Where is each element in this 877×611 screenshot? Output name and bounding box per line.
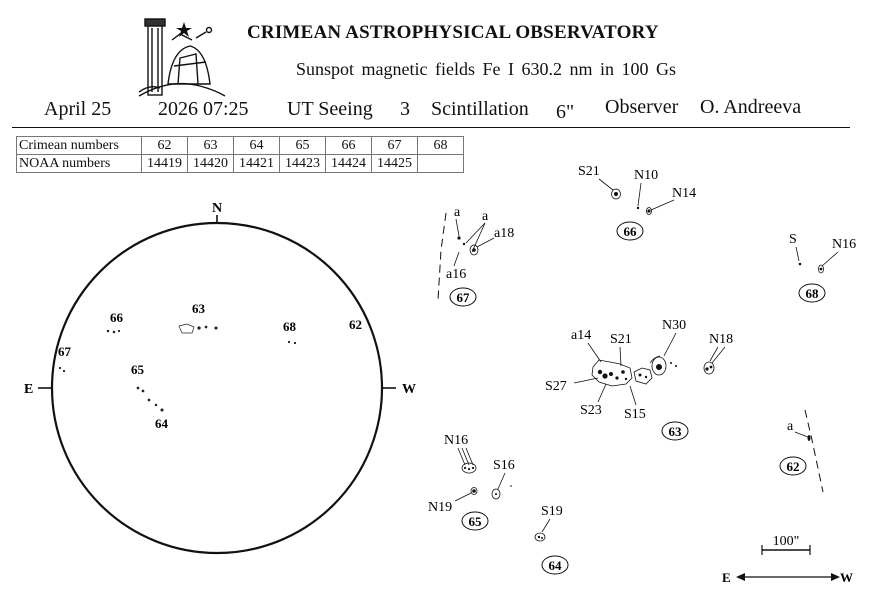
spot-label: S23 [580,403,602,418]
east-west-arrow [722,570,853,585]
crimean-number-cell: 67 [372,137,418,155]
region-number-67: 67 [456,290,470,305]
spot-label: N19 [428,500,453,515]
scintillation-label: Scintillation [431,98,529,120]
disk-region-62: 62 [349,317,362,332]
noaa-number-cell: 14424 [326,155,372,173]
disk-region-66: 66 [110,310,123,325]
crimean-number-cell: 63 [188,137,234,155]
noaa-number-cell: 14419 [142,155,188,173]
disk-region-67: 67 [58,344,71,359]
spot-label: a [787,419,794,434]
disk-region-68: 68 [283,319,296,334]
noaa-number-cell: 14423 [280,155,326,173]
observatory-title: CRIMEAN ASTROPHYSICAL OBSERVATORY [247,22,659,43]
region-panel-68 [789,232,856,302]
region-number-66: 66 [623,224,637,239]
region-panel-62 [780,410,823,492]
spot-label: S27 [545,379,567,394]
observation-date: April 25 [44,98,112,120]
scale-bar [762,534,810,555]
region-number-68: 68 [805,286,819,301]
crimean-number-cell: 66 [326,137,372,155]
region-number-62: 62 [786,459,800,474]
spot-label: N16 [444,433,469,448]
spot-label: a16 [446,267,467,282]
spot-label: a [482,209,489,224]
spot-label: S21 [578,164,600,179]
spot-label: a14 [571,328,592,343]
spot-label: a [454,205,461,220]
arrow-west-label: W [840,570,853,585]
disk-region-65: 65 [131,362,144,377]
observation-year-time: 2026 07:25 [158,98,249,120]
arrow-east-label: E [722,570,731,585]
spot-label: S19 [541,504,563,519]
observatory-logo [139,19,225,96]
scale-bar-label: 100" [772,534,800,549]
crimean-number-cell: 65 [280,137,326,155]
spot-label: S21 [610,332,632,347]
chart-subtitle: Sunspot magnetic fields Fe I 630.2 nm in 100 Gs [296,59,676,79]
crimean-number-cell: 64 [234,137,280,155]
disk-north-label: N [211,201,223,216]
observer-label: Observer [605,96,679,118]
crimean-number-cell: 68 [418,137,464,155]
disk-west-label: W [402,382,416,397]
region-number-65: 65 [468,514,482,529]
spot-label: S16 [493,458,515,473]
region-number-64: 64 [548,558,562,573]
crimean-numbers-label: Crimean numbers [17,137,142,155]
region-panel-63 [545,318,733,440]
region-number-63: 63 [668,424,682,439]
crimean-number-cell: 62 [142,137,188,155]
disk-region-63: 63 [192,301,205,316]
observer-name: O. Andreeva [700,96,802,118]
region-panel-64 [535,504,568,574]
spot-label: N14 [672,186,697,201]
ut-seeing-label: UT Seeing [287,98,373,120]
solar-disk [24,201,416,553]
spot-label: S15 [624,407,646,422]
spot-label: N30 [662,318,687,333]
region-panel-65 [428,433,515,530]
scintillation-value: 6" [556,101,575,123]
noaa-number-cell: 14420 [188,155,234,173]
noaa-number-cell: 14425 [372,155,418,173]
spot-label: N10 [634,168,659,183]
spot-label: a18 [494,226,515,241]
spot-label: S [789,232,797,247]
disk-region-64: 64 [155,416,168,431]
region-panel-66 [578,164,696,240]
region-panel-67 [438,205,514,306]
disk-east-label: E [24,382,34,397]
noaa-number-cell: 14421 [234,155,280,173]
spot-label: N16 [832,237,857,252]
seeing-value: 3 [400,98,410,120]
spot-label: N18 [709,332,734,347]
noaa-numbers-label: NOAA numbers [17,155,142,173]
